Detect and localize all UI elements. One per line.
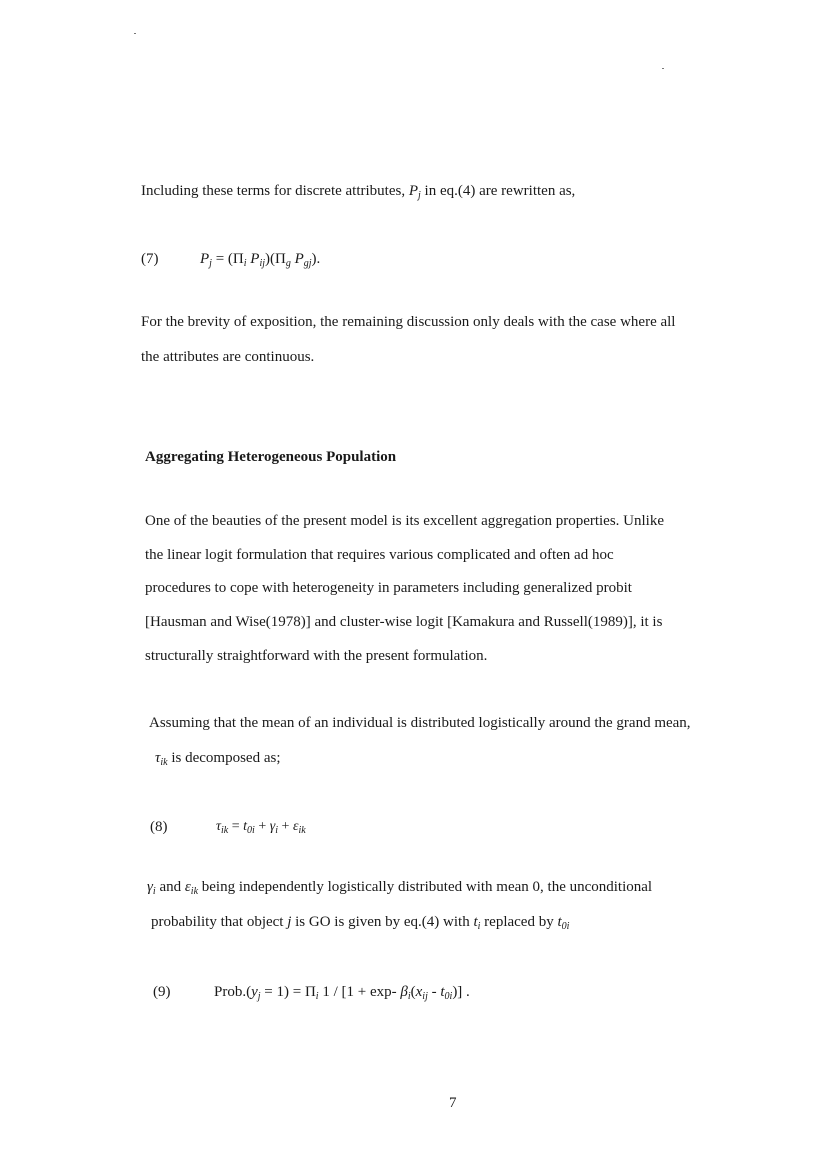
text: probability that object	[151, 914, 288, 930]
math-sub: 0i	[444, 991, 453, 1002]
math: x	[415, 984, 423, 1000]
section-heading: Aggregating Heterogeneous Population	[145, 449, 397, 465]
math-sub: i	[243, 258, 247, 269]
math: γ	[147, 879, 153, 895]
text: being independently logistically distributed with mean 0, the unconditional	[198, 879, 653, 895]
math-sub: i	[152, 886, 156, 897]
intro-line	[141, 184, 575, 201]
math: -	[427, 984, 441, 1000]
math-sub: ij	[259, 258, 266, 269]
text: is GO is given by eq.(4) with	[291, 914, 474, 930]
math: +	[254, 819, 270, 834]
equation-8-number: (8)	[150, 819, 168, 835]
math: = (Π	[211, 251, 244, 267]
math-sub: i	[275, 825, 279, 836]
math-sub: ik	[221, 825, 229, 836]
math: t	[557, 914, 562, 930]
paragraph-line	[151, 915, 569, 932]
paragraph-line: For the brevity of exposition, the remaining discussion only deals with the case where all	[141, 314, 676, 330]
math: )] .	[452, 984, 470, 1000]
math-P: P	[408, 183, 419, 199]
math-sub: g	[285, 258, 291, 269]
paragraph-line: One of the beauties of the present model is its excellent aggregation properties. Unlike	[145, 513, 665, 529]
math-sub: i	[477, 921, 481, 932]
math: γ	[269, 819, 276, 834]
math: (	[410, 984, 416, 1000]
paragraph-line: procedures to cope with heterogeneity in parameters including generalized probit	[145, 580, 632, 596]
math: β	[400, 984, 408, 1000]
math: 1 / [1 + exp-	[318, 984, 401, 1000]
equation-9-number: (9)	[153, 984, 171, 1000]
math-sub: i	[315, 991, 319, 1002]
equation-7-number: (7)	[141, 251, 159, 267]
page-number: 7	[449, 1095, 457, 1111]
text: and	[155, 879, 185, 895]
math-sub: j	[209, 258, 212, 269]
math: P	[246, 251, 260, 267]
math-sub: 0i	[561, 921, 570, 932]
scan-speck	[134, 33, 136, 34]
math-sub: 0i	[247, 825, 255, 836]
text: is decomposed as;	[167, 750, 281, 766]
equation-7	[200, 252, 320, 269]
math-sub: j	[418, 190, 421, 201]
math-sub: ij	[422, 991, 428, 1002]
math: ).	[311, 251, 321, 267]
math: P	[200, 251, 210, 267]
math-sub: ik	[190, 886, 199, 897]
intro-tail: in eq.(4) are rewritten as,	[420, 183, 576, 199]
paragraph-line	[147, 880, 652, 897]
math: )(Π	[265, 251, 286, 267]
intro-text: Including these terms for discrete attributes,	[141, 183, 406, 199]
math: =	[228, 819, 244, 834]
math-sub: ik	[298, 825, 306, 836]
math-sub: i	[407, 991, 411, 1002]
math: τ	[155, 750, 161, 766]
math: P	[290, 251, 304, 267]
text: replaced by	[480, 914, 558, 930]
math: t	[473, 914, 478, 930]
math: t	[440, 984, 445, 1000]
paragraph-line: the attributes are continuous.	[141, 349, 315, 365]
math-sub: j	[257, 991, 261, 1002]
paragraph-line: Assuming that the mean of an individual is distributed logistically around the grand mean,	[149, 715, 691, 731]
math-sub: ik	[160, 757, 168, 768]
scan-speck	[662, 68, 664, 69]
paragraph-line: the linear logit formulation that requires various complicated and often ad hoc	[145, 547, 614, 563]
equation-8	[216, 820, 306, 836]
equation-9	[214, 985, 470, 1002]
paragraph-line: structurally straightforward with the present formulation.	[145, 648, 488, 664]
math: = 1) = Π	[260, 984, 316, 1000]
math: j	[287, 914, 292, 930]
paragraph-line	[155, 751, 281, 768]
math-sub: gj	[303, 258, 312, 269]
math: y	[251, 984, 258, 1000]
math: t	[243, 819, 248, 834]
math: τ	[216, 819, 222, 834]
math: Prob.(	[214, 984, 252, 1000]
math: +	[278, 819, 293, 834]
paragraph-line: [Hausman and Wise(1978)] and cluster-wise logit [Kamakura and Russell(1989)], it is	[145, 614, 663, 630]
math: ε	[184, 879, 191, 895]
math: ε	[292, 819, 299, 834]
